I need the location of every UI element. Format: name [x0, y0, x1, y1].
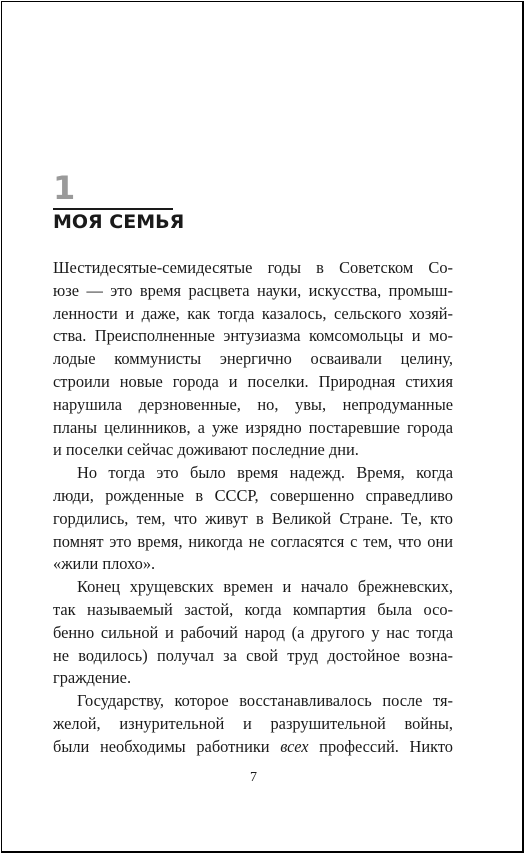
text-line: Государству, которое восстанавливалось после тя-	[77, 691, 453, 711]
text-line: юзе — это время расцвета науки, искусства, промыш-	[53, 280, 453, 300]
text-line: Но тогда это было время надежд. Время, когда	[77, 463, 453, 483]
text-line: так называемый застой, когда компартия была осо-	[53, 599, 453, 619]
text-line: строили новые города и поселки. Природная стихия	[53, 371, 453, 391]
paragraph	[53, 462, 453, 576]
paragraph	[53, 576, 453, 690]
emphasis: всех	[280, 736, 309, 756]
text-line: и поселки сейчас доживают последние дни.	[53, 440, 359, 460]
text-line: Шестидесятые-семидесятые годы в Советском Со-	[53, 258, 453, 277]
text-line: ства. Преисполненные энтузиазма комсомольцы и мо-	[53, 326, 453, 346]
text-line: были необходимы работники всех профессий. Никто	[53, 736, 453, 756]
text-line: гордились, тем, что живут в Великой Стране. Те, кто	[53, 508, 453, 528]
text-line: желой, изнурительной и разрушительной войны,	[53, 713, 453, 733]
text-line: планы целинников, а уже изрядно постаревшие города	[53, 417, 453, 437]
text-line: нарушила дерзновенные, но, увы, непродуманные	[53, 394, 453, 414]
chapter-title: МОЯ СЕМЬЯ	[53, 211, 185, 233]
text-line: ленности и даже, как тогда казалось, сельского хозяй-	[53, 303, 453, 323]
text-line: не водилось) получал за свой труд достойное возна-	[53, 645, 453, 665]
text-line: помнят это время, никогда не согласятся с тем, что они	[53, 531, 453, 551]
text-line: граждение.	[53, 668, 132, 688]
chapter-number: 1	[53, 169, 76, 207]
text-line: бенно сильной и рабочий народ (а другого у нас тогда	[53, 622, 453, 642]
text-line: «жили плохо».	[53, 554, 156, 574]
paragraph	[53, 690, 453, 758]
page-number: 7	[250, 770, 257, 785]
paragraph	[53, 257, 453, 462]
text-line: люди, рожденные в СССР, совершенно справедливо	[53, 485, 453, 505]
body-text	[53, 257, 453, 759]
text-line: Конец хрущевских времен и начало брежневских,	[77, 577, 453, 597]
text-line: лодые коммунисты энергично осваивали целину,	[53, 349, 453, 369]
